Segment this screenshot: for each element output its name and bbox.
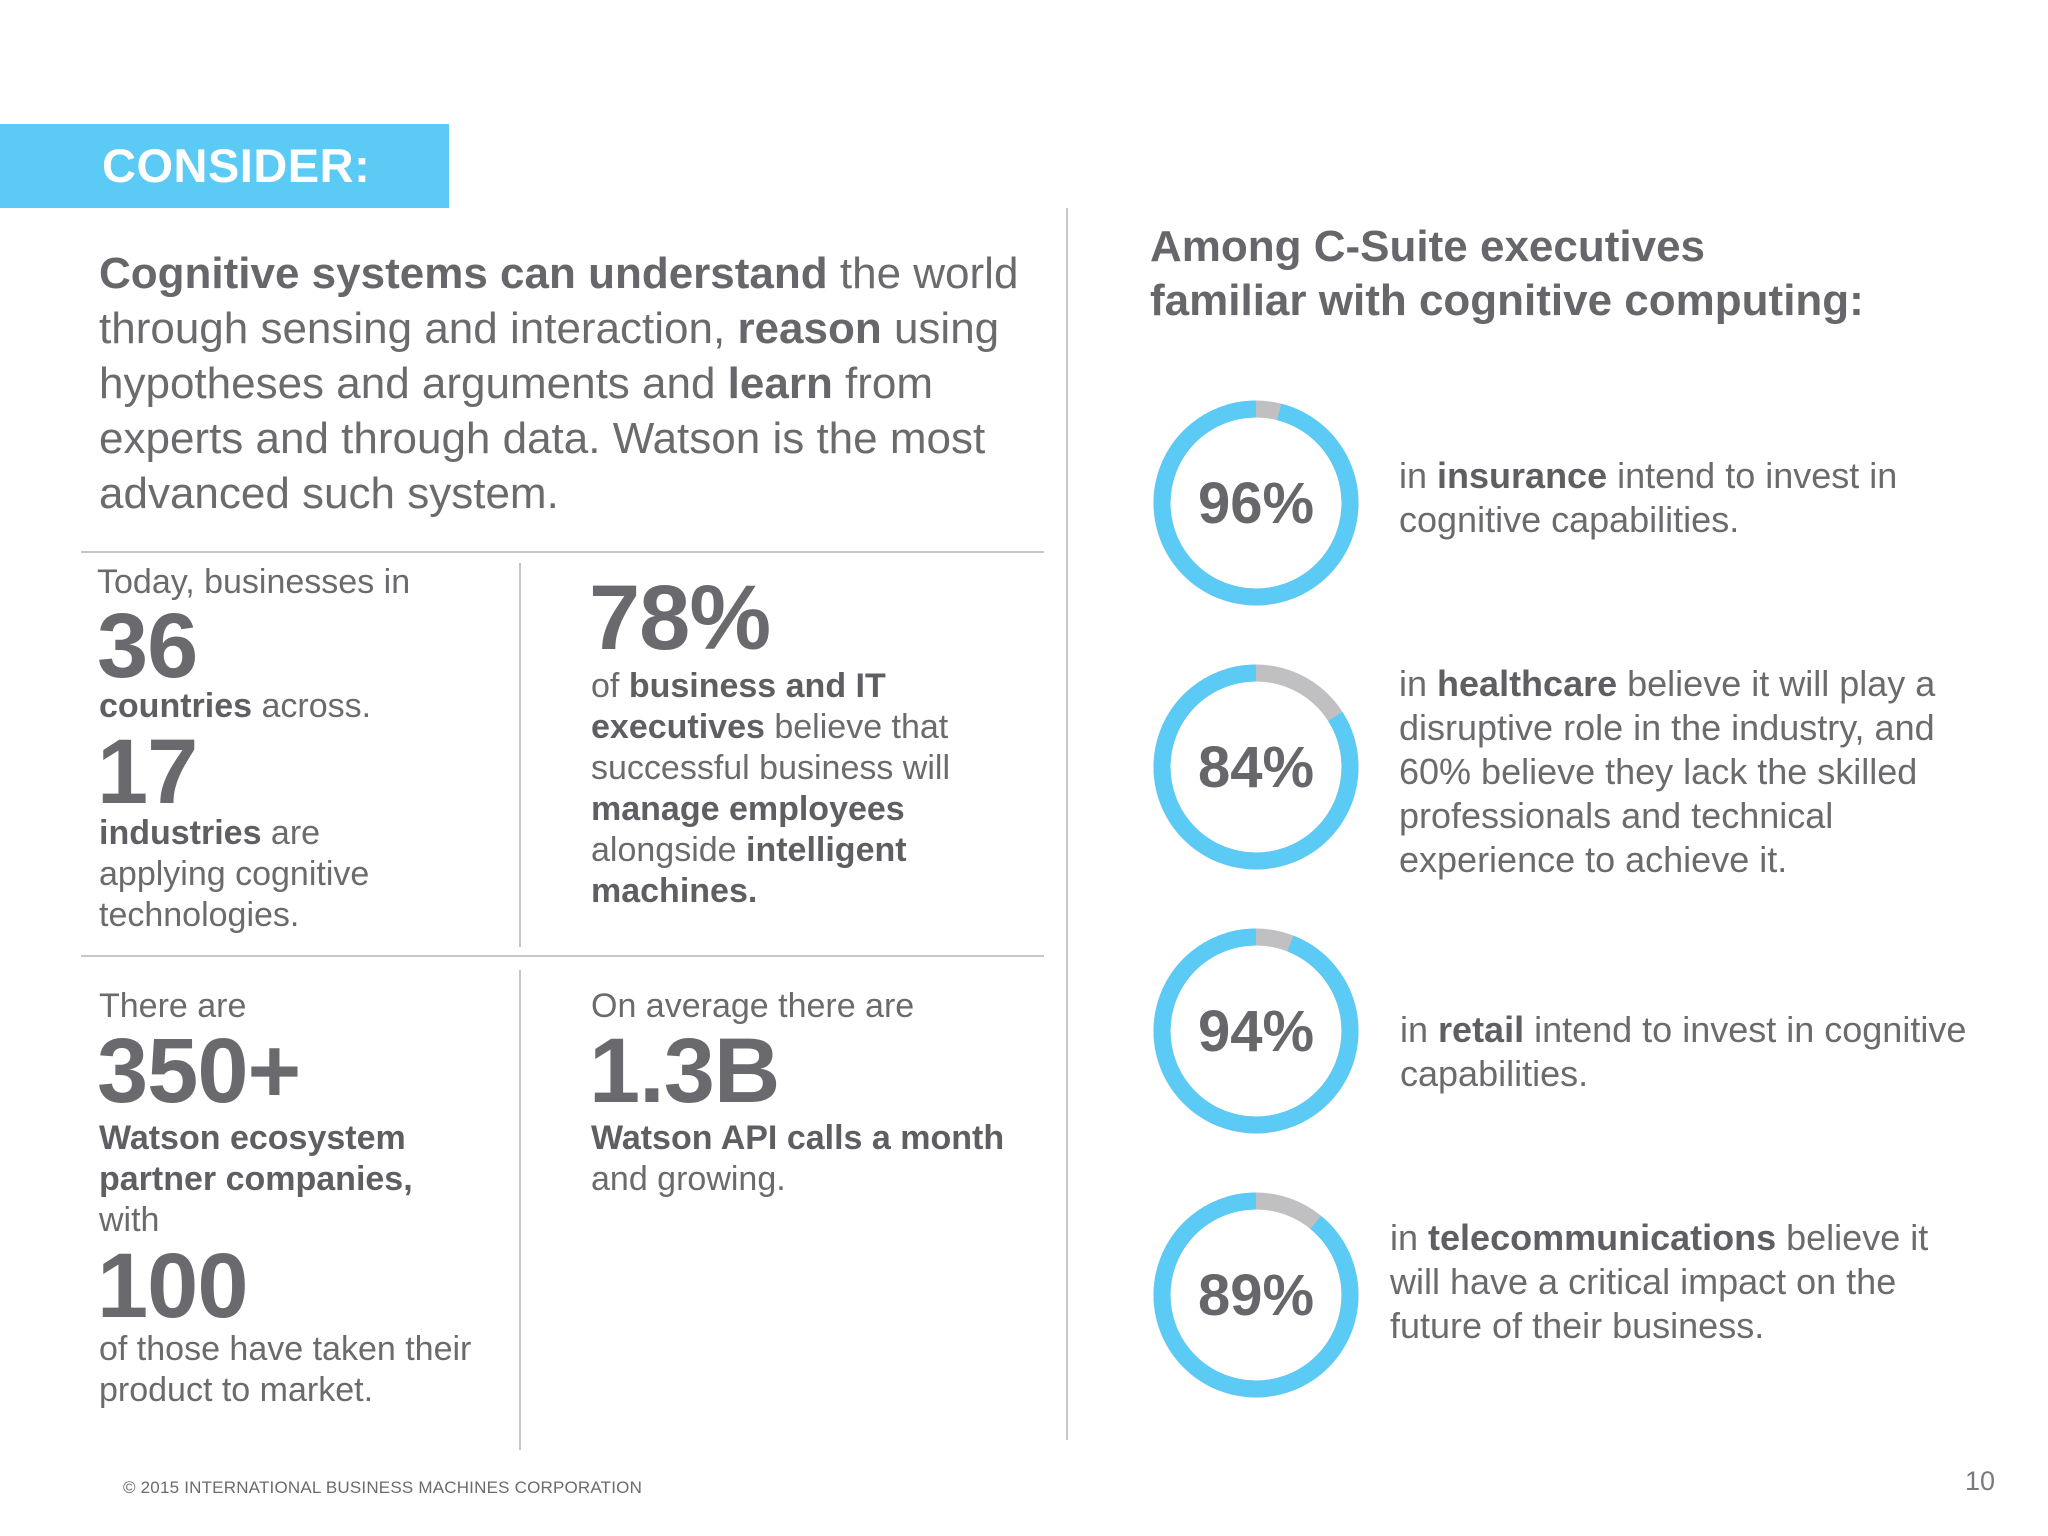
- right-heading-line-2: familiar with cognitive computing:: [1150, 276, 1864, 325]
- stat-api-intro: On average there are: [591, 987, 915, 1025]
- stat-countries-number: 36: [97, 595, 198, 697]
- stat-partners-bold: Watson ecosystem partner companies,: [99, 1119, 413, 1198]
- donut-desc-bold: healthcare: [1437, 663, 1618, 704]
- divider-middle: [81, 955, 1044, 957]
- donut-percent-label: 96%: [1197, 470, 1315, 536]
- donut-percent-label: 84%: [1197, 734, 1315, 800]
- donut-desc-post: intend to invest in cognitive capabilities.: [1400, 1009, 1967, 1094]
- stat-executives-mid-1: believe that successful business will: [591, 708, 951, 787]
- donut-desc-bold: insurance: [1437, 455, 1608, 496]
- donut-row-retail: [1151, 926, 2031, 1136]
- banner-label: CONSIDER:: [102, 139, 371, 192]
- divider-center: [1066, 208, 1068, 1440]
- stat-partners-caption: [99, 1118, 429, 1200]
- donut-row-telecommunications: [1151, 1190, 2031, 1400]
- stat-executives-number: 78%: [589, 567, 771, 669]
- consider-banner: [0, 124, 449, 208]
- donut-description: [1399, 662, 1999, 882]
- intro-text-3: from experts and through data. Watson is the most advanced such system.: [99, 359, 986, 518]
- stat-api-caption: [591, 1118, 1031, 1159]
- donut-desc-pre: in: [1399, 455, 1438, 496]
- donut-desc-post: believe it will play a disruptive role in the industry, and 60% believe they lack the skilled professionals and technical experience to achieve it.: [1399, 663, 1936, 880]
- stat-api-number: 1.3B: [589, 1020, 780, 1122]
- stat-api-bold: Watson API calls a month: [591, 1119, 1005, 1157]
- stat-executives-caption: [591, 666, 991, 912]
- divider-vertical-upper: [519, 563, 521, 947]
- intro-bold-understand: Cognitive systems can understand: [99, 249, 828, 298]
- right-heading: [1150, 220, 2010, 328]
- stat-industries-post: are applying cognitive technologies.: [99, 814, 370, 934]
- stat-executives-mid-2: alongside: [591, 831, 747, 869]
- stat-api-post: and growing.: [591, 1160, 786, 1198]
- donut-percent-label: 89%: [1197, 1262, 1315, 1328]
- stat-market-number: 100: [97, 1235, 248, 1337]
- stat-industries-bold: industries: [99, 814, 262, 852]
- donut-description: [1390, 1216, 1970, 1348]
- donut-description: [1399, 454, 1989, 542]
- right-heading-line-1: Among C-Suite executives: [1150, 222, 1706, 271]
- stat-executives-bold-2: manage employees: [591, 790, 905, 828]
- donut-desc-pre: in: [1390, 1217, 1429, 1258]
- intro-paragraph: [99, 246, 1059, 521]
- stat-executives-bold-1: business and IT executives: [591, 667, 886, 746]
- donut-description: [1400, 1008, 1990, 1096]
- donut-chart: [1151, 1190, 1361, 1400]
- stat-countries-bold: countries: [99, 687, 253, 725]
- stat-countries-intro: Today, businesses in: [97, 563, 411, 601]
- page-number: 10: [1965, 1466, 1996, 1496]
- stat-partners-post: with: [99, 1201, 160, 1239]
- divider-top: [81, 551, 1044, 553]
- stat-executives-pre: of: [591, 667, 629, 705]
- donut-desc-bold: telecommunications: [1428, 1217, 1777, 1258]
- stat-market-caption: of those have taken their product to market.: [99, 1330, 472, 1409]
- donut-row-healthcare: [1151, 662, 2031, 880]
- intro-bold-reason: reason: [737, 304, 882, 353]
- stat-executives-bold-3: intelligent machines.: [591, 831, 907, 910]
- donut-desc-bold: retail: [1438, 1009, 1525, 1050]
- stat-countries-post: across.: [252, 687, 372, 725]
- donut-desc-post: intend to invest in cognitive capabilities.: [1399, 455, 1898, 540]
- intro-text-2: using hypotheses and arguments and: [99, 304, 1000, 408]
- donut-chart: [1151, 926, 1361, 1136]
- donut-percent-label: 94%: [1197, 998, 1315, 1064]
- divider-vertical-lower: [519, 970, 521, 1450]
- intro-text-1: the world through sensing and interaction,: [99, 249, 1019, 353]
- donut-desc-post: believe it will have a critical impact on the future of their business.: [1390, 1217, 1929, 1346]
- stat-industries-caption: [99, 813, 419, 936]
- stat-partners-intro: There are: [99, 987, 247, 1025]
- donut-desc-pre: in: [1400, 1009, 1439, 1050]
- copyright-footer: © 2015 INTERNATIONAL BUSINESS MACHINES CORPORATION: [123, 1478, 643, 1497]
- donut-chart: [1151, 662, 1361, 872]
- donut-desc-pre: in: [1399, 663, 1438, 704]
- donut-row-insurance: [1151, 398, 2031, 608]
- donut-chart: [1151, 398, 1361, 608]
- stat-partners-number: 350+: [97, 1020, 301, 1122]
- stat-industries-number: 17: [97, 721, 198, 823]
- intro-bold-learn: learn: [727, 359, 833, 408]
